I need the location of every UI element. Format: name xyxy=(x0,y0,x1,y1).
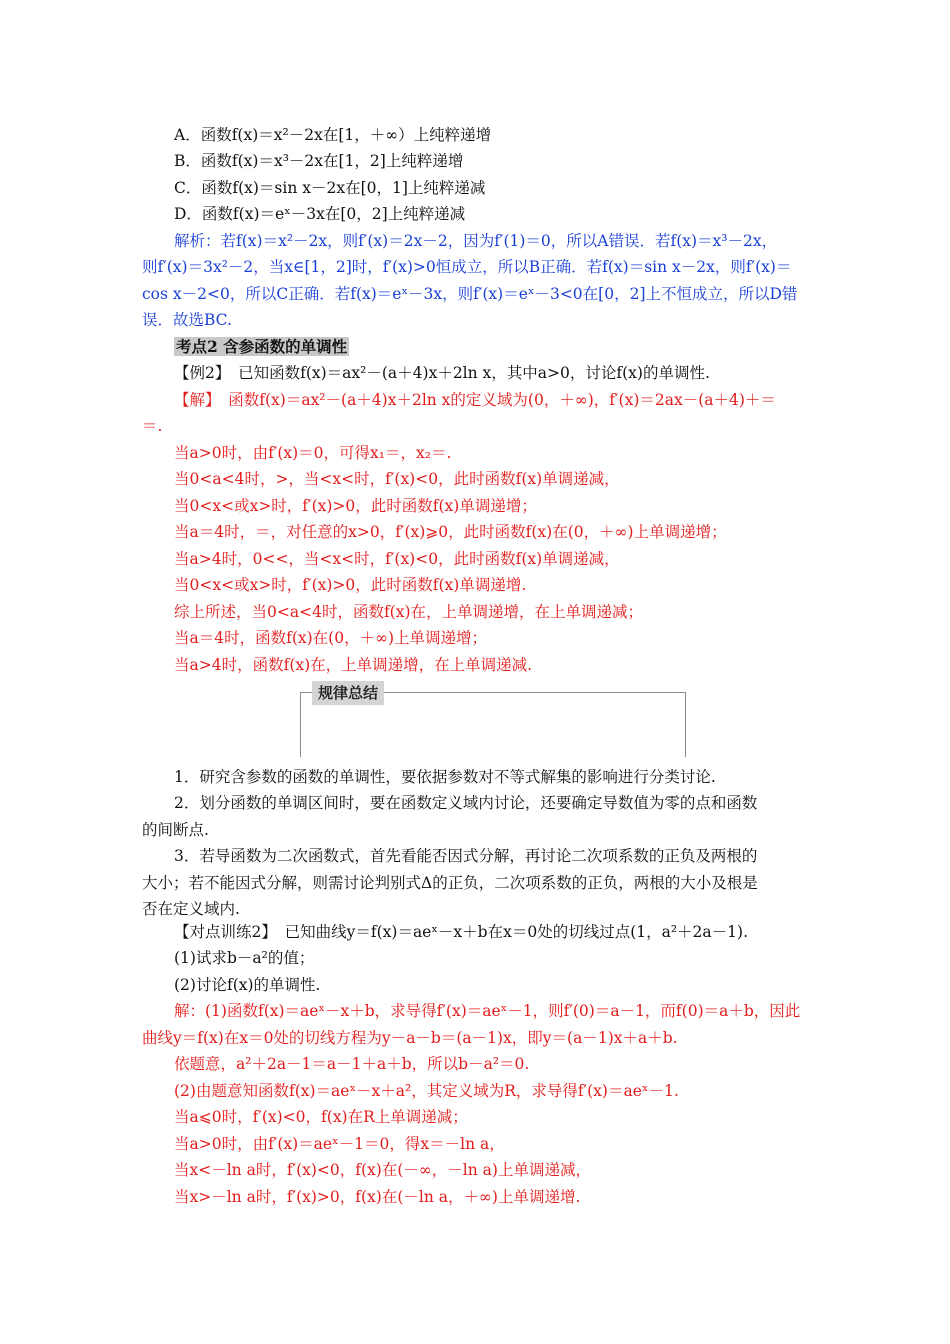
rule-3-cont-2: 否在定义域内. xyxy=(142,900,240,918)
rule-summary-title: 规律总结 xyxy=(312,681,384,705)
rule-1: 1．研究含参数的函数的单调性，要依据参数对不等式解集的影响进行分类讨论. xyxy=(174,768,716,786)
solution2-line-2: ＝. xyxy=(142,417,163,435)
solution2-line-10: 当a＝4时，函数f(x)在(0，＋∞)上单调递增； xyxy=(174,629,488,647)
analysis-line-4: 误．故选BC. xyxy=(142,311,232,329)
training-2: 【对点训练2】 已知曲线y＝f(x)＝aeˣ－x＋b在x＝0处的切线过点(1，a²＋2a－1). xyxy=(174,923,748,941)
solution3-line-2: 曲线y＝f(x)在x＝0处的切线方程为y－a－b＝(a－1)x，即y＝(a－1)x＋a＋b. xyxy=(142,1029,678,1047)
rule-2-cont: 的间断点. xyxy=(142,821,209,839)
example-2: 【例2】 已知函数f(x)＝ax²－(a＋4)x＋2ln x，其中a>0，讨论f(x)的单调性. xyxy=(174,364,710,382)
analysis-line-2: 则f′(x)＝3x²－2，当x∈[1，2]时，f′(x)>0恒成立，所以B正确．若f(x)＝sin x－2x，则f′(x)＝ xyxy=(142,258,792,276)
solution2-line-7: 当a>4时，0<<，当<x<时，f′(x)<0，此时函数f(x)单调递减， xyxy=(174,550,620,568)
solution2-line-3: 当a>0时，由f′(x)＝0，可得x₁＝，x₂＝. xyxy=(174,444,452,462)
analysis-line-3: cos x－2<0，所以C正确．若f(x)＝eˣ－3x，则f′(x)＝eˣ－3<0在[0，2]上不恒成立，所以D错 xyxy=(142,285,798,303)
option-d: D．函数f(x)＝eˣ－3x在[0，2]上纯粹递减 xyxy=(174,205,466,223)
section-heading-text: 考点2 含参函数的单调性 xyxy=(176,337,348,356)
option-a: A．函数f(x)＝x²－2x在[1，＋∞）上纯粹递增 xyxy=(174,126,492,144)
solution2-line-4: 当0<a<4时，>，当<x<时，f′(x)<0，此时函数f(x)单调递减， xyxy=(174,470,620,488)
solution2-line-9: 综上所述，当0<a<4时，函数f(x)在，上单调递增，在上单调递减； xyxy=(174,603,644,621)
section-heading xyxy=(174,334,810,360)
solution2-line-8: 当0<x<或x>时，f′(x)>0，此时函数f(x)单调递增. xyxy=(174,576,527,594)
solution3-line-1: 解：(1)函数f(x)＝aeˣ－x＋b，求导得f′(x)＝aeˣ－1，则f′(0)＝a－1，而f(0)＝a＋b，因此 xyxy=(174,1002,801,1020)
solution3-line-6: 当a>0时，由f′(x)＝aeˣ－1＝0，得x＝－ln a， xyxy=(174,1135,505,1153)
solution2-line-6: 当a＝4时，＝，对任意的x>0，f′(x)⩾0，此时函数f(x)在(0，＋∞)上单调递增； xyxy=(174,523,727,541)
solution3-line-7: 当x<－ln a时，f′(x)<0，f(x)在(－∞，－ln a)上单调递减， xyxy=(174,1161,591,1179)
solution3-line-4: (2)由题意知函数f(x)＝aeˣ－x＋a²，其定义域为R，求导得f′(x)＝aeˣ－1. xyxy=(174,1082,679,1100)
solution3-line-3: 依题意，a²＋2a－1＝a－1＋a＋b，所以b－a²＝0. xyxy=(174,1055,530,1073)
training-2-q1: (1)试求b－a²的值； xyxy=(174,949,315,967)
option-b: B．函数f(x)＝x³－2x在[1，2]上纯粹递增 xyxy=(174,152,464,170)
option-c: C．函数f(x)＝sin x－2x在[0，1]上纯粹递减 xyxy=(174,179,486,197)
analysis-line-1: 解析：若f(x)＝x²－2x，则f′(x)＝2x－2，因为f′(1)＝0，所以A错误．若f(x)＝x³－2x， xyxy=(174,232,778,250)
rule-2: 2．划分函数的单调区间时，要在函数定义域内讨论，还要确定导数值为零的点和函数 xyxy=(174,794,758,812)
training-2-q2: (2)讨论f(x)的单调性. xyxy=(174,976,321,994)
rule-3: 3．若导函数为二次函数式，首先看能否因式分解，再讨论二次项系数的正负及两根的 xyxy=(174,847,758,865)
solution3-line-8: 当x>－ln a时，f′(x)>0，f(x)在(－ln a，＋∞)上单调递增. xyxy=(174,1188,581,1206)
solution2-line-11: 当a>4时，函数f(x)在，上单调递增，在上单调递减. xyxy=(174,656,533,674)
solution3-line-5: 当a⩽0时，f′(x)<0，f(x)在R上单调递减； xyxy=(174,1108,468,1126)
rule-3-cont-1: 大小；若不能因式分解，则需讨论判别式Δ的正负，二次项系数的正负，两根的大小及根是 xyxy=(142,874,758,892)
solution2-line-1: 【解】 函数f(x)＝ax²－(a＋4)x＋2ln x的定义域为(0，＋∞)，f′(x)＝2ax－(a＋4)＋＝ xyxy=(174,391,776,409)
solution2-line-5: 当0<x<或x>时，f′(x)>0，此时函数f(x)单调递增； xyxy=(174,497,537,515)
